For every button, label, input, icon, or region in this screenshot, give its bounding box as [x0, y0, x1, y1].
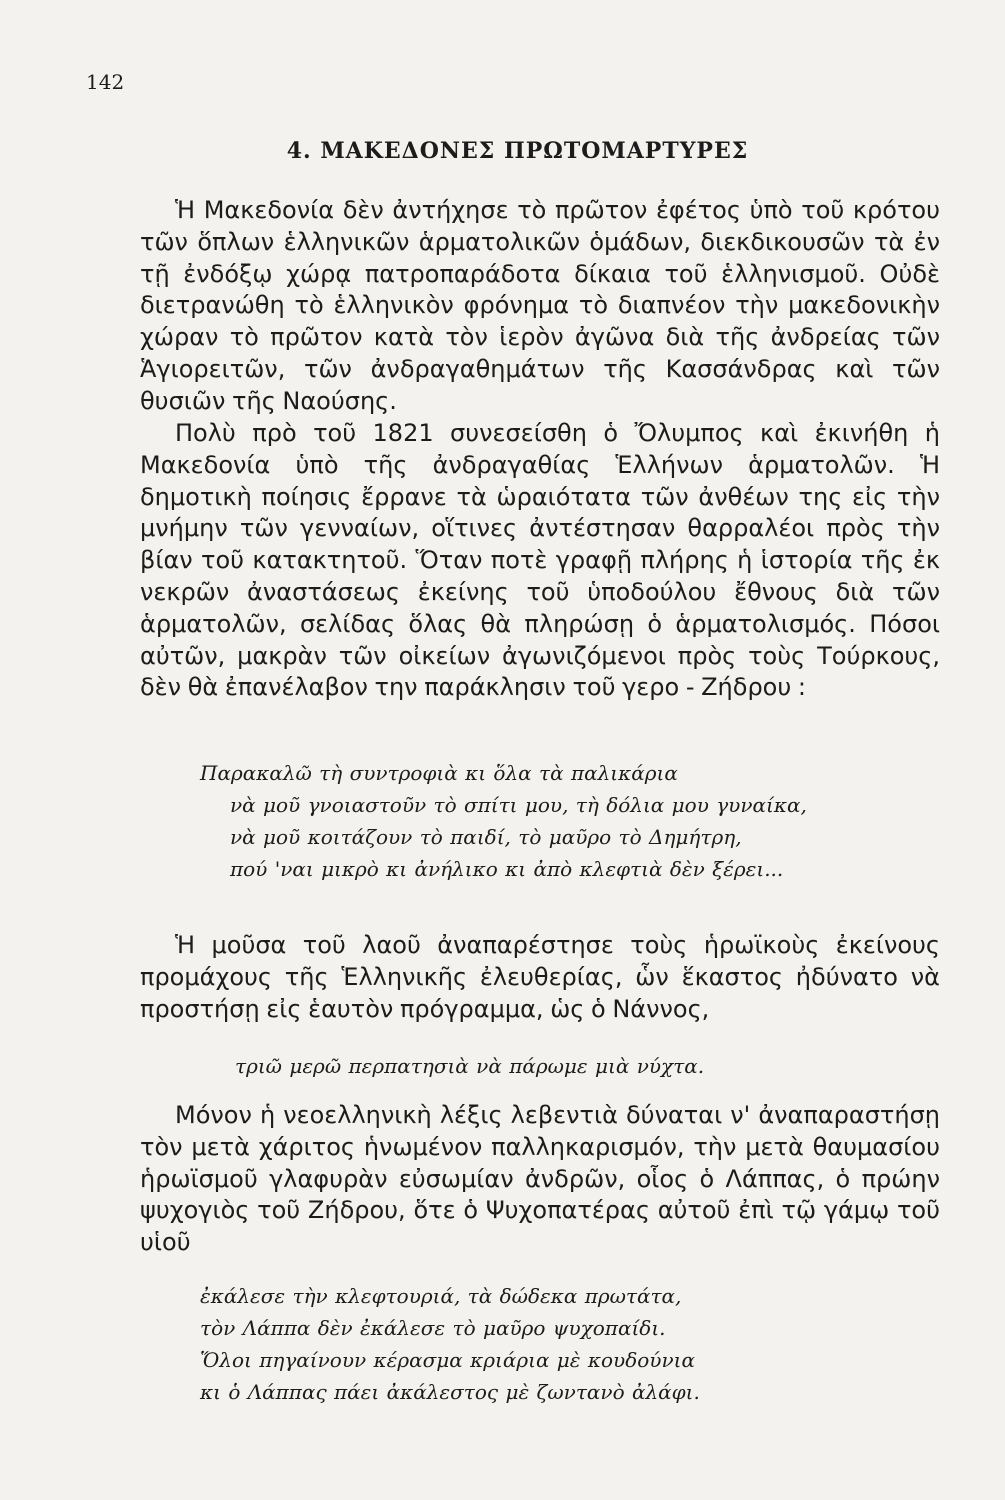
paragraph-4: Μόνον ἡ νεοελληνικὴ λέξις λεβεντιὰ δύναται ν' ἀναπαραστήσῃ τὸν μετὰ χάριτος ἡνωμένον παλληκαρισμόν, τὴν μετὰ θαυμασίου ἡρωϊσμοῦ γλαφυρὰν εὐσωμίαν ἀνδρῶν, οἷος ὁ Λάππας, ὁ πρώην ψυχογιὸς τοῦ Ζήδρου, ὅτε ὁ Ψυχοπατέρας αὐτοῦ ἐπὶ τῷ γάμῳ τοῦ υἱοῦ [140, 1101, 940, 1257]
verse-block-1 [200, 757, 807, 885]
page-number: 142 [86, 70, 125, 94]
verse-line: τὸν Λάππα δὲν ἐκάλεσε τὸ μαῦρο ψυχοπαίδι. [200, 1316, 666, 1340]
chapter-heading: 4. ΜΑΚΕΔΟΝΕΣ ΠΡΩΤΟΜΑΡΤΥΡΕΣ [286, 138, 749, 164]
paragraph-1: Ἡ Μακεδονία δὲν ἀντήχησε τὸ πρῶτον ἐφέτος ὑπὸ τοῦ κρότου τῶν ὅπλων ἑλληνικῶν ἁρματολικῶν ὁμάδων, διεκδικουσῶν τὰ ἐν τῇ ἐνδόξῳ χώρᾳ πατροπαράδοτα δίκαια τοῦ ἑλληνισμοῦ. Οὐδὲ διετρανώθη τὸ ἑλληνικὸν φρόνημα τὸ διαπνέον τὴν μακεδονικὴν χώραν τὸ πρῶτον κατὰ τὸν ἱερὸν ἀγῶνα διὰ τῆς ἀνδρείας τῶν Ἁγιορειτῶν, τῶν ἀνδραγαθημάτων τῆς Κασσάνδρας καὶ τῶν θυσιῶν τῆς Ναούσης. [140, 196, 940, 415]
verse-line: κι ὁ Λάππας πάει ἀκάλεστος μὲ ζωντανὸ ἀλάφι. [200, 1380, 700, 1404]
verse-line: ἐκάλεσε τὴν κλεφτουριά, τὰ δώδεκα πρωτάτα, [200, 1284, 682, 1308]
verse-line: Παρακαλῶ τὴ συντροφιὰ κι ὅλα τὰ παλικάρια [200, 761, 678, 785]
verse-line: νὰ μοῦ γνοιαστοῦν τὸ σπίτι μου, τὴ δόλια μου γυναίκα, [230, 793, 807, 817]
verse-line: Ὅλοι πηγαίνουν κέρασμα κριάρια μὲ κουδούνια [200, 1348, 695, 1372]
verse-line: τριῶ μερῶ περπατησιὰ νὰ πάρωμε μιὰ νύχτα. [235, 1054, 705, 1078]
verse-block-2 [235, 1050, 704, 1082]
paragraph-2: Πολὺ πρὸ τοῦ 1821 συνεσείσθη ὁ Ὄλυμπος καὶ ἐκινήθη ἡ Μακεδονία ὑπὸ τῆς ἀνδραγαθίας Ἑλλήνων ἁρματολῶν. Ἡ δημοτικὴ ποίησις ἔρρανε τὰ ὡραιότατα τῶν ἀνθέων της εἰς τὴν μνήμην τῶν γενναίων, οἵτινες ἀντέστησαν θαρραλέοι πρὸς τὴν βίαν τοῦ κατακτητοῦ. Ὅταν ποτὲ γραφῇ πλήρης ἡ ἱστορία τῆς ἐκ νεκρῶν ἀναστάσεως ἐκείνης τοῦ ὑποδούλου ἔθνους διὰ τῶν ἁρματολῶν, σελίδας ὅλας θὰ πληρώσῃ ὁ ἁρματολισμός. Πόσοι αὐτῶν, μακρὰν τῶν οἰκείων ἀγωνιζόμενοι πρὸς τοὺς Τούρκους, δὲν θὰ ἐπανέλαβον την παράκλησιν τοῦ γερο - Ζήδρου : [140, 419, 940, 702]
verse-line: νὰ μοῦ κοιτάζουν τὸ παιδί, τὸ μαῦρο τὸ Δημήτρη, [230, 825, 742, 849]
verse-line: πού 'ναι μικρὸ κι ἀνήλικο κι ἀπὸ κλεφτιὰ δὲν ξέρει... [230, 857, 784, 881]
paragraph-3: Ἡ μοῦσα τοῦ λαοῦ ἀναπαρέστησε τοὺς ἡρωϊκοὺς ἐκείνους προμάχους τῆς Ἑλληνικῆς ἐλευθερίας, ὧν ἕκαστος ἠδύνατο νὰ προστήσῃ εἰς ἑαυτὸν πρόγραμμα, ὡς ὁ Νάννος, [140, 931, 940, 1023]
verse-block-3 [200, 1280, 700, 1408]
